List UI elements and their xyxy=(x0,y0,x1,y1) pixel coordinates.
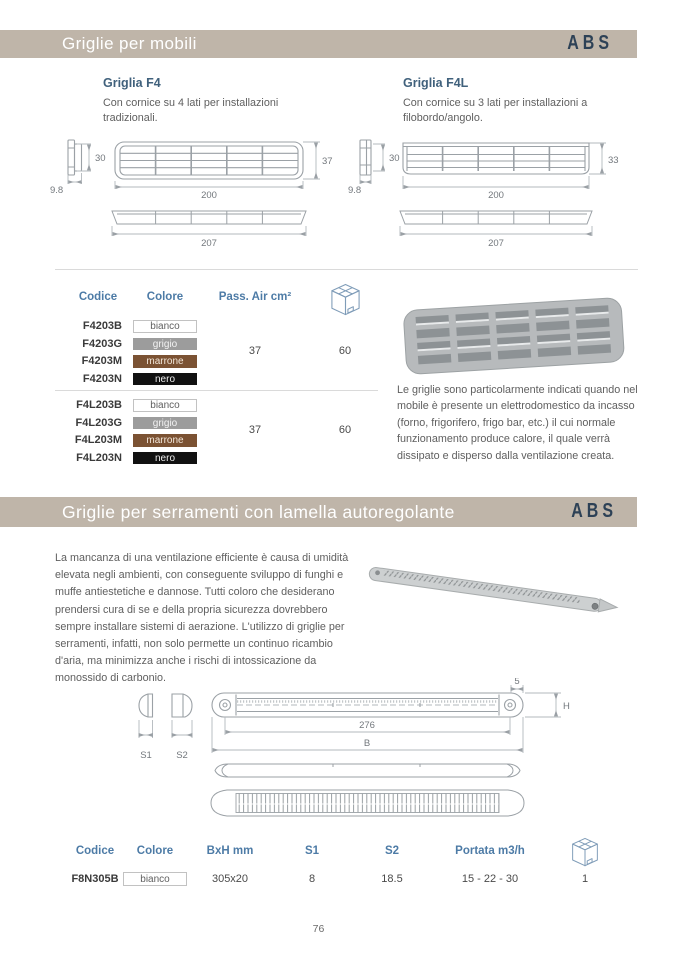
f4l-bottom-view xyxy=(400,211,592,224)
f4-side-profile xyxy=(68,140,82,175)
profile-s2 xyxy=(172,694,192,717)
f4l-dim-front-height: 33 xyxy=(608,155,619,166)
dim-276: 276 xyxy=(359,720,375,731)
f4l-front-view xyxy=(403,143,589,174)
s1-value: 8 xyxy=(308,873,316,885)
code-cell: F4L203M xyxy=(74,434,122,446)
page-number: 76 xyxy=(312,923,325,935)
product-desc-f4: Con cornice su 4 lati per installazioni tradizionali. xyxy=(103,97,279,124)
code-cell: F8N305B xyxy=(71,873,119,885)
code-cell: F4L203N xyxy=(76,451,122,464)
f4l-dim-bottom-width: 207 xyxy=(488,238,504,249)
pass-air-value: 37 xyxy=(248,424,262,436)
color-swatch-nero: nero xyxy=(133,373,197,386)
abs-material-badge: ABS xyxy=(567,32,613,54)
grille-front-view xyxy=(212,693,523,717)
grille-product-photo xyxy=(400,296,628,380)
table2-header-portata: Portata m3/h xyxy=(455,845,525,857)
profile-dims xyxy=(139,720,192,738)
mobili-note: Le griglie sono particolarmente indicati quando nel mobile è presente un elettrodomestico da incasso (forno, frigorifero, frigo bar, etc.) il cui normale funzionamento produce calore, il quale verrà dissipato e disperso dalla ventilazione creata. xyxy=(397,384,638,462)
code-cell: F4203M xyxy=(81,355,122,367)
grille-dims xyxy=(212,685,561,753)
table1-header-codice: Codice xyxy=(78,291,118,303)
f4-dimensions xyxy=(68,142,320,236)
table2-header-bxh: BxH mm xyxy=(206,845,254,857)
f4l-dim-front-width: 200 xyxy=(488,190,504,201)
section-title-mobili: Griglie per mobili xyxy=(62,34,197,53)
color-swatch-bianco: bianco xyxy=(123,872,187,886)
section-title-serramenti: Griglie per serramenti con lamella autoregolante xyxy=(62,501,455,522)
f4l-dim-side-height: 30 xyxy=(389,153,400,164)
code-cell: F4L203B xyxy=(76,399,122,411)
code-cell: F4203G xyxy=(82,337,122,350)
table2-header-s1: S1 xyxy=(304,845,320,857)
f4-dim-front-height: 37 xyxy=(322,156,333,167)
slim-grille-product-photo xyxy=(360,556,626,636)
color-swatch-marrone: marrone xyxy=(133,355,197,368)
table-group-divider xyxy=(55,390,378,391)
profile-s1 xyxy=(139,694,153,717)
product-name-f4l: Griglia F4L xyxy=(403,76,469,90)
grille-bottom-view xyxy=(211,790,524,816)
f4-front-view xyxy=(115,142,303,179)
section-header-serramenti xyxy=(0,497,637,527)
serramenti-intro: La mancanza di una ventilazione efficiente è causa di umidità elevata negli ambienti, con conseguente sviluppo di funghi e muffe antiestetiche e dannose. Tutti coloro che desiderano prendersi cura di se e della propria sicurezza dovrebbero sempre installare sistemi di aerazione. L'utilizzo di griglie per serramenti, infatti, non solo permette un continuo ricambio d'aria, ma minimizza anche i rischi di intossicazione da monossido di carbonio. xyxy=(55,552,349,685)
s2-value: 18.5 xyxy=(381,873,403,885)
color-swatch-grigio: grigio xyxy=(133,417,197,430)
technical-drawing-serramenti xyxy=(115,678,585,826)
code-cell: F4203B xyxy=(82,320,122,332)
color-swatch-bianco: bianco xyxy=(133,399,197,412)
abs-material-badge: ABS xyxy=(571,500,617,522)
table1-header-colore: Colore xyxy=(146,291,184,303)
pack-qty-value: 1 xyxy=(581,873,589,885)
label-s1: S1 xyxy=(140,750,152,761)
pass-air-value: 37 xyxy=(248,345,262,357)
code-cell: F4203N xyxy=(82,372,122,385)
table1-header-pass-air: Pass. Air cm² xyxy=(218,291,292,303)
dim-5: 5 xyxy=(514,678,520,687)
portata-value: 15 - 22 - 30 xyxy=(461,873,519,885)
pack-qty-value: 60 xyxy=(338,424,352,436)
bxh-value: 305x20 xyxy=(211,873,249,885)
package-cube-icon xyxy=(329,282,362,318)
code-cell: F4L203G xyxy=(75,416,122,429)
f4-dim-front-width: 200 xyxy=(201,190,217,201)
product-name-f4: Griglia F4 xyxy=(103,76,161,90)
color-swatch-nero: nero xyxy=(133,452,197,465)
f4l-side-profile xyxy=(360,140,371,175)
technical-drawing-f4 xyxy=(40,132,340,256)
f4-bottom-view xyxy=(112,211,306,224)
f4l-dim-side-depth: 9.8 xyxy=(348,185,362,196)
f4-dim-side-depth: 9.8 xyxy=(50,185,64,196)
table2-header-codice: Codice xyxy=(75,845,115,857)
technical-drawing-f4l xyxy=(340,132,640,256)
package-cube-icon xyxy=(570,836,600,869)
section-header-mobili xyxy=(0,30,637,58)
product-desc-f4l: Con cornice su 3 lati per installazioni a filobordo/angolo. xyxy=(403,97,588,124)
color-swatch-bianco: bianco xyxy=(133,320,197,333)
dim-h: H xyxy=(563,701,570,712)
section-divider xyxy=(55,269,638,270)
table2-header-colore: Colore xyxy=(136,845,174,857)
grille-side-view xyxy=(215,764,520,777)
f4-dim-bottom-width: 207 xyxy=(201,238,217,249)
f4-dim-side-height: 30 xyxy=(95,153,106,164)
color-swatch-marrone: marrone xyxy=(133,434,197,447)
color-swatch-grigio: grigio xyxy=(133,338,197,351)
table2-header-s2: S2 xyxy=(384,845,400,857)
dim-b: B xyxy=(363,738,371,749)
label-s2: S2 xyxy=(176,750,188,761)
pack-qty-value: 60 xyxy=(338,345,352,357)
